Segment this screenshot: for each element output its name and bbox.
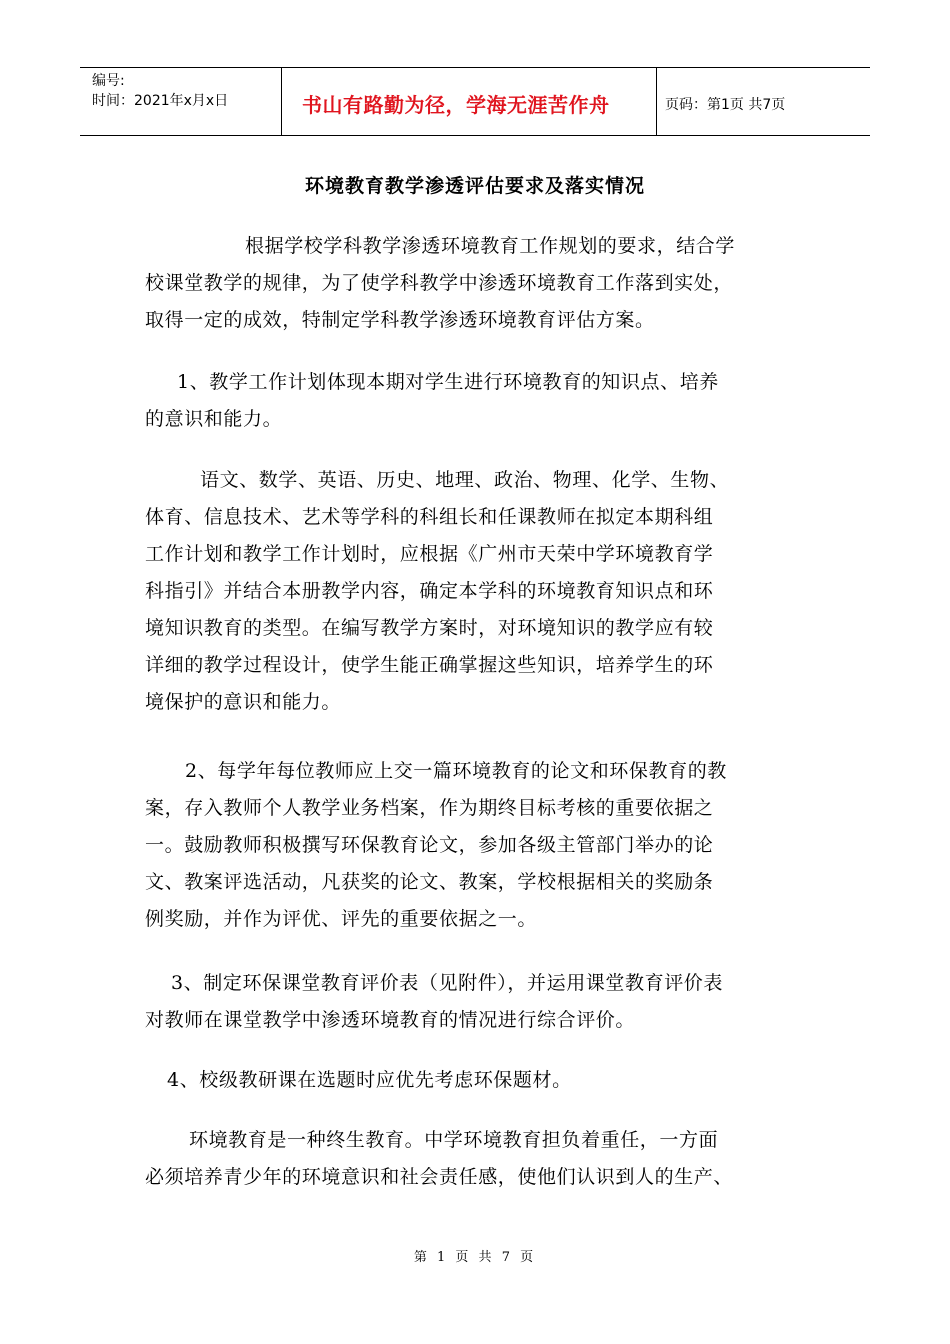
paragraph-item-1-detail [145, 462, 805, 721]
paragraph-line: 体育、信息技术、艺术等学科的科组长和任课教师在拟定本期科组 [145, 506, 714, 528]
paragraph-line: 例奖励，并作为评优、评先的重要依据之一。 [145, 908, 538, 930]
document-number-label: 编号: [92, 73, 125, 89]
paragraph-line: 语文、数学、英语、历史、地理、政治、物理、化学、生物、 [200, 469, 730, 491]
document-time-label: 时间：2021年x月x日 [92, 93, 229, 109]
paragraph-line: 3、制定环保课堂教育评价表（见附件），并运用课堂教育评价表 [171, 972, 723, 994]
paragraph-line: 案，存入教师个人教学业务档案，作为期终目标考核的重要依据之 [145, 797, 714, 819]
header-motto: 书山有路勤为径，学海无涯苦作舟 [302, 93, 610, 117]
paragraph-conclusion [145, 1122, 805, 1196]
paragraph-item-4 [145, 1062, 805, 1099]
document-header-table [80, 67, 870, 136]
paragraph-line: 工作计划和教学工作计划时，应根据《广州市天荣中学环境教育学 [145, 543, 714, 565]
paragraph-item-1 [145, 364, 805, 438]
page-footer: 第 1 页 共 7 页 [413, 1250, 537, 1265]
paragraph-item-3 [145, 965, 805, 1039]
paragraph-line: 境保护的意识和能力。 [145, 691, 342, 713]
header-meta-cell [80, 68, 282, 135]
paragraph-line: 2、每学年每位教师应上交一篇环境教育的论文和环保教育的教 [185, 760, 727, 782]
paragraph-line: 环境教育是一种终生教育。中学环境教育担负着重任，一方面 [189, 1129, 719, 1151]
paragraph-line: 4、校级教研课在选题时应优先考虑环保题材。 [167, 1069, 572, 1091]
paragraph-line: 一。鼓励教师积极撰写环保教育论文，参加各级主管部门举办的论 [145, 834, 714, 856]
paragraph-line: 根据学校学科教学渗透环境教育工作规划的要求，结合学 [245, 235, 736, 257]
header-page-cell [657, 68, 870, 135]
document-title: 环境教育教学渗透评估要求及落实情况 [304, 175, 645, 197]
paragraph-line: 1、教学工作计划体现本期对学生进行环境教育的知识点、培养 [177, 371, 719, 393]
paragraph-line: 详细的教学过程设计，使学生能正确掌握这些知识，培养学生的环 [145, 654, 714, 676]
paragraph-line: 境知识教育的类型。在编写教学方案时，对环境知识的教学应有较 [145, 617, 714, 639]
paragraph-line: 对教师在课堂教学中渗透环境教育的情况进行综合评价。 [145, 1009, 636, 1031]
paragraph-line: 校课堂教学的规律，为了使学科教学中渗透环境教育工作落到实处， [145, 272, 734, 294]
paragraph-intro [145, 228, 805, 339]
paragraph-line: 的意识和能力。 [145, 408, 283, 430]
paragraph-line: 文、教案评选活动，凡获奖的论文、教案，学校根据相关的奖励条 [145, 871, 714, 893]
paragraph-line: 科指引》并结合本册教学内容，确定本学科的环境教育知识点和环 [145, 580, 714, 602]
paragraph-item-2 [145, 753, 805, 938]
header-motto-cell [282, 68, 657, 135]
header-page-info: 页码：第1页 共7页 [665, 96, 786, 113]
paragraph-line: 必须培养青少年的环境意识和社会责任感，使他们认识到人的生产、 [145, 1166, 734, 1188]
paragraph-line: 取得一定的成效，特制定学科教学渗透环境教育评估方案。 [145, 309, 655, 331]
